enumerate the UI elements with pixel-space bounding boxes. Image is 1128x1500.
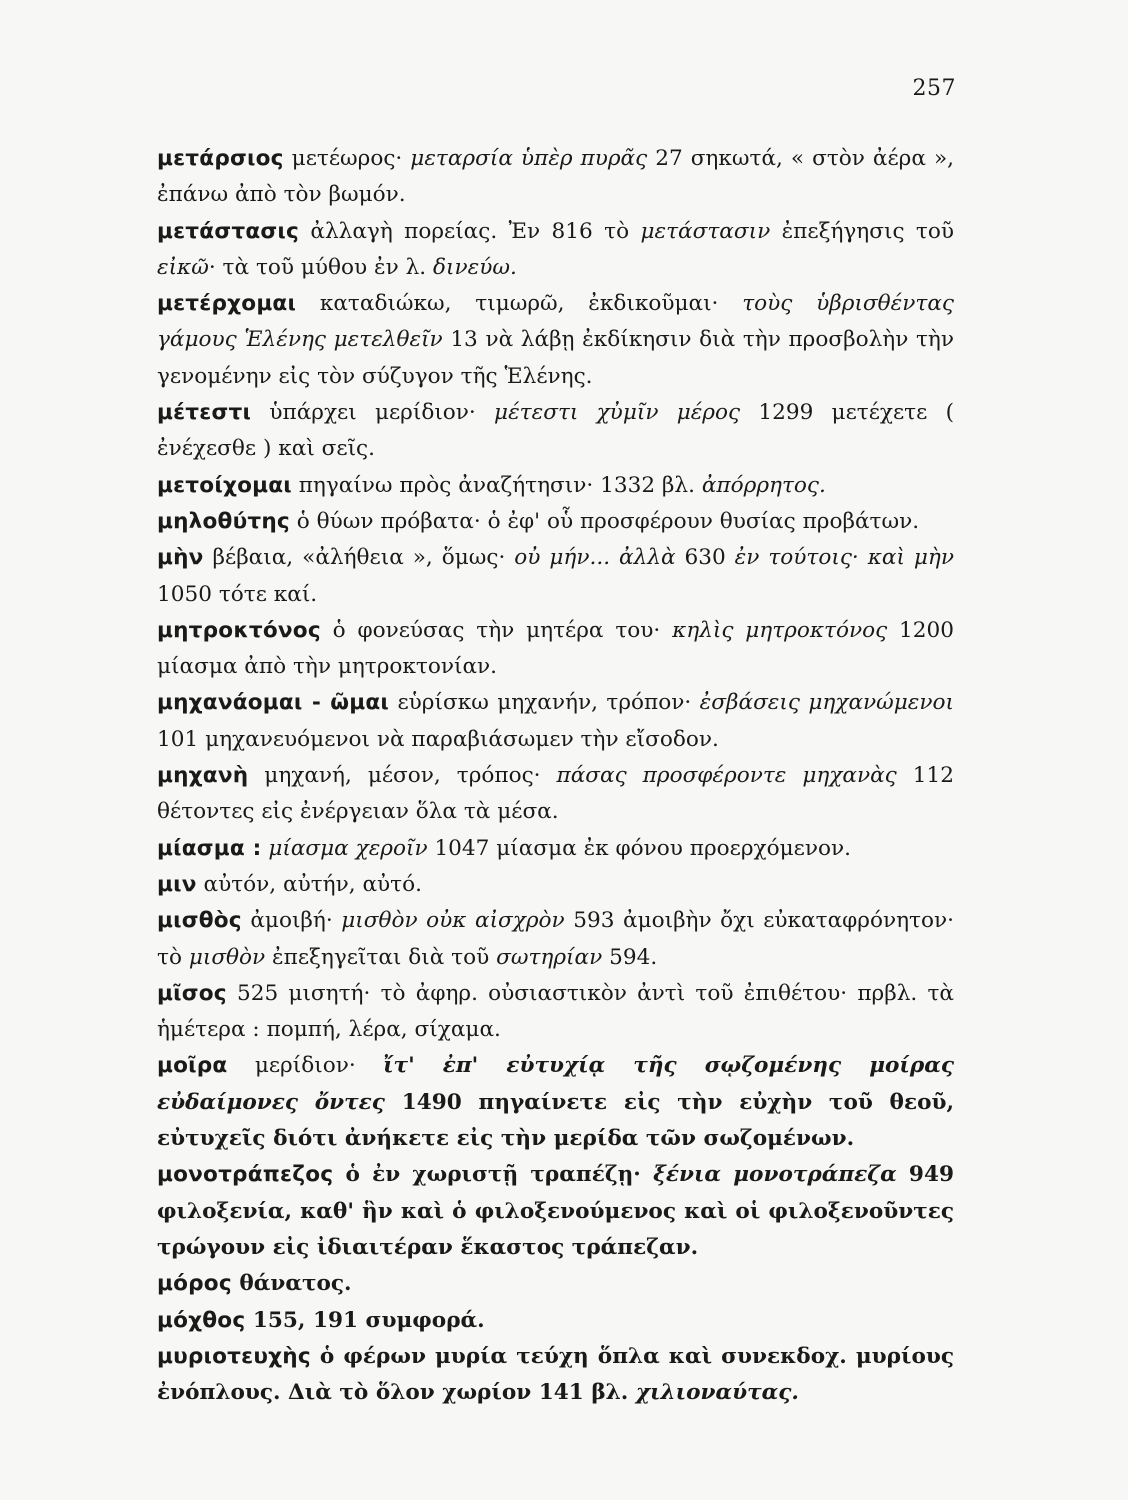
glossary-entry — [157, 758, 954, 831]
entry-headword: μετέρχομαι — [157, 291, 297, 317]
entry-text: 594. — [602, 944, 658, 970]
entry-text: εὑρίσκω μηχανήν, τρόπον· — [389, 690, 700, 716]
entry-text: μετάστασιν — [640, 218, 771, 244]
glossary-entry — [157, 685, 954, 758]
entry-text: ὁ ἐν χωριστῇ τραπέζῃ· — [333, 1162, 654, 1188]
glossary-entry — [157, 540, 954, 613]
entry-headword: μόρος — [157, 1271, 232, 1297]
glossary-entry — [157, 613, 954, 686]
entry-headword: μηχανὴ — [157, 763, 249, 789]
entry-text: μερίδιον· — [227, 1053, 384, 1079]
entry-text: δινεύω. — [433, 254, 517, 280]
entry-headword: μίασμα : — [157, 835, 262, 861]
glossary-entry — [157, 286, 954, 395]
entry-text: 630 — [675, 545, 735, 571]
entry-text: ἀπόρρητος. — [701, 472, 826, 498]
glossary-entry — [157, 141, 954, 214]
entry-text: 1047 μίασμα ἐκ φόνου προερχόμενον. — [427, 835, 851, 861]
entry-text: εἰκῶ — [157, 254, 209, 280]
entry-headword: μητροκτόνος — [157, 617, 321, 643]
entry-headword: μιν — [157, 871, 197, 897]
glossary-entry — [157, 831, 954, 867]
entry-headword: μονοτράπεζος — [157, 1162, 334, 1188]
page-number: 257 — [912, 76, 956, 101]
entry-headword: μηχανάομαι - ῶμαι — [157, 690, 390, 716]
entry-headword: μετάστασις — [157, 218, 299, 244]
entry-headword: μηλοθύτης — [157, 508, 290, 534]
glossary-entry — [157, 395, 954, 468]
entry-text: βέβαια, «ἀλήθεια », ὅμως· — [203, 545, 515, 571]
entry-text: μισθὸν — [188, 944, 266, 970]
glossary-entry — [157, 504, 954, 540]
entry-text: ξένια μονοτράπεζα — [653, 1162, 897, 1188]
entry-text: ὁ φέρων μυρία τεύχη ὅπλα καὶ συνεκδοχ. μυρίους ἐνόπλους. Διὰ τὸ ὅλον χωρίον 141 βλ. — [157, 1343, 954, 1406]
entry-text: χιλιοναύτας. — [635, 1380, 799, 1406]
entry-text: μηχανή, μέσον, τρόπος· — [248, 763, 557, 789]
entry-text: 155, 191 συμφορά. — [245, 1307, 485, 1333]
entry-headword: μετάρσιος — [157, 146, 284, 171]
entry-text: 1490 πηγαίνετε εἰς τὴν εὐχὴν τοῦ θεοῦ, εὐτυχεῖς διότι ἀνήκετε εἰς τὴν μερίδα τῶν σωζομένων. — [157, 1089, 954, 1152]
entry-text: 525 μισητή· τὸ ἀφηρ. οὐσιαστικὸν ἀντὶ τοῦ ἐπιθέτου· πρβλ. τὰ ἡμέτερα : πομπή, λέρα, σίχαμα. — [157, 980, 954, 1043]
entry-text: πάσας προσφέροντε μηχανὰς — [556, 763, 897, 789]
entry-text: καταδιώκω, τιμωρῶ, ἐκδικοῦμαι· — [296, 291, 743, 317]
glossary-entry — [157, 1266, 954, 1302]
entry-text: ἀλλαγὴ πορείας. Ἐν 816 τὸ — [299, 218, 641, 244]
entry-text: ἐπεξηγεῖται διὰ τοῦ — [265, 944, 497, 970]
glossary-entry — [157, 903, 954, 976]
entry-headword: μὴν — [157, 545, 204, 571]
entry-text: 593 ἀμοιβὴν ὄχι εὐκαταφρόνητον· τὸ — [157, 908, 954, 970]
glossary-entry — [157, 214, 954, 287]
entry-text: 101 μηχανευόμενοι νὰ παραβιάσωμεν τὴν εἴσοδον. — [157, 726, 719, 752]
entry-text: μίασμα χεροῖν — [268, 835, 428, 861]
entry-text: μέτεστι χὐμῖν μέρος — [494, 400, 741, 426]
entry-text: τοὺς ὑβρισθέντας γάμους Ἑλένης μετελθεῖν — [157, 291, 955, 353]
entry-text: ὑπάρχει μερίδιον· — [251, 400, 495, 426]
glossary-entry — [157, 976, 954, 1049]
entry-headword: μόχθος — [157, 1307, 246, 1333]
entry-text: ἐπεξήγησις τοῦ — [770, 218, 954, 244]
entry-text: 27 σηκωτά, « στὸν ἀέρα », ἐπάνω ἀπὸ τὸν βωμόν. — [157, 146, 955, 208]
entry-headword: μῖσος — [157, 980, 227, 1006]
entry-text: οὐ μήν... ἀλλὰ — [514, 545, 676, 571]
entry-text: μισθὸν οὐκ αἰσχρὸν — [341, 908, 565, 934]
entry-text: 1050 τότε καί. — [157, 581, 318, 607]
entry-text: σωτηρίαν — [496, 944, 603, 970]
entry-text: κηλὶς μητροκτόνος — [672, 617, 888, 643]
entry-text: θάνατος. — [231, 1271, 352, 1297]
glossary-entry — [157, 1048, 954, 1157]
entry-text: 112 θέτοντες εἰς ἐνέργειαν ὅλα τὰ μέσα. — [157, 763, 954, 825]
entry-headword: μοῖρα — [157, 1053, 228, 1079]
entry-headword: μισθὸς — [157, 908, 242, 934]
glossary-entry — [157, 1303, 954, 1339]
entry-headword: μέτεστι — [157, 400, 252, 426]
glossary-entry — [157, 1157, 954, 1266]
glossary-entries — [157, 141, 954, 1411]
entry-text: 949 φιλοξενία, καθ' ἣν καὶ ὁ φιλοξενούμενος καὶ οἱ φιλοξενοῦντες τρώγουν εἰς ἰδιαιτέραν ἕκαστος τράπεζαν. — [157, 1162, 955, 1260]
entry-text: ἐν τούτοις· καὶ μὴν — [734, 545, 954, 571]
entry-text: ἐσβάσεις μηχανώμενοι — [699, 690, 954, 716]
entry-text: μεταρσία ὑπὲρ πυρᾶς — [410, 146, 648, 171]
glossary-entry — [157, 468, 954, 504]
entry-text: ὁ φονεύσας τὴν μητέρα του· — [320, 617, 673, 643]
entry-text: ὁ θύων πρόβατα· ὁ ἐφ' οὗ προσφέρουν θυσίας προβάτων. — [289, 508, 920, 534]
entry-text: 13 νὰ λάβῃ ἐκδίκησιν διὰ τὴν προσβολὴν τὴν γενομένην εἰς τὸν σύζυγον τῆς Ἑλένης. — [157, 327, 954, 389]
glossary-entry — [157, 867, 954, 903]
entry-text: αὐτόν, αὐτήν, αὐτό. — [196, 871, 422, 897]
entry-text: μετέωρος· — [283, 146, 411, 171]
entry-text: πηγαίνω πρὸς ἀναζήτησιν· 1332 βλ. — [291, 472, 702, 498]
entry-text: 1299 μετέχετε ( ἐνέχεσθε ) καὶ σεῖς. — [157, 400, 954, 462]
entry-text: · τὰ τοῦ μύθου ἐν λ. — [208, 254, 434, 280]
glossary-entry — [157, 1339, 954, 1412]
entry-text: ἴτ' ἐπ' εὐτυχίᾳ τῆς σῳζομένης μοίρας εὐδαίμονες ὄντες — [157, 1053, 954, 1115]
entry-text: 1200 μίασμα ἀπὸ τὴν μητροκτονίαν. — [157, 617, 954, 680]
entry-headword: μετοίχομαι — [157, 472, 292, 498]
entry-text: ἀμοιβή· — [241, 908, 342, 934]
entry-headword: μυριοτευχὴς — [157, 1343, 311, 1369]
